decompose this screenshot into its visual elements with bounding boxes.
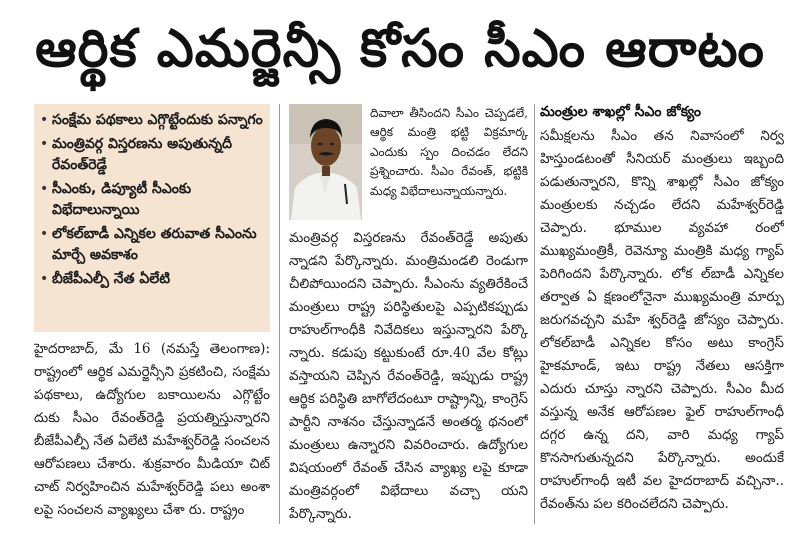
column-3-body: సమీక్షలను సీఎం తన నివాసంలో నిర్వ హిస్తుండటంతో సీనియర్ మంత్రులు ఇబ్బంది పడుతున్నారని, కొన్ని శాఖల్లో సీఎం జోక్యం మంత్రులకు నచ్చడం లేదని మహేశ్వర్‌రెడ్డి చెప్పారు. భూముల వ్యవహా రంలో ముఖ్యమంత్రికీ, రెవెన్యూ మంత్రికి మధ్య గ్యాప్ పెరిగిందని పేర్కొన్నారు. లోక ల్‌బాడీ ఎన్నికల తర్వాత ఏ క్షణంలోనైనా ముఖ్యమంత్రి మార్పు జరుగవచ్చని మహే శ్వర్‌రెడ్డి జోస్యం చెప్పారు. లోకల్‌బాడీ ఎన్నికల కోసం అటు కాంగ్రెస్ హైకమాండ్, ఇటు రాష్ట్ర నేతలు ఆసక్తిగా ఎదురు చూస్తు న్నారని చెప్పారు. సీఎం మీద వస్తున్న అనేక ఆరోపణల ఫైల్ రాహుల్‌గాంధీ దగ్గర ఉన్న దని, వారి మధ్య గ్యాప్ కొనసాగుతున్నదని పేర్కొన్నారు. అందుకే రాహుల్‌గాంధీ ఇటీ వల హైదరాబాద్ వచ్చినా.. రేవంత్‌ను పల కరించలేదని చెప్పారు. — [540, 128, 784, 512]
highlight-text: లోకల్‌బాడీ ఎన్నికల తరువాత సీఎంను మార్చే అవకాశం — [52, 226, 257, 263]
column-2-body: మంత్రివర్గ విస్తరణను రేవంత్‌రెడ్డే అపుతు న్నాడని పేర్కొన్నారు. మంత్రిమండలి రెండుగా చీలిపోయిందని చెప్పారు. సీఎంను వ్యతిరేకించే మంత్రులు రాష్ట్ర పరిస్థితులపై ఎప్పటికప్పుడు రాహుల్‌గాంధీకి నివేదికలు ఇస్తున్నారని పేర్కొ న్నారు. కడుపు కట్టుకుంటే రూ.40 వేల కోట్లు వస్తాయని చెప్పిన రేవంత్‌రెడ్డి, ఇప్పుడు రాష్ట్ర ఆర్థిక పరిస్థితి బాగోలేదంటూ రాష్ట్రాన్ని, కాంగ్రెస్ పార్టీని నాశనం చేస్తున్నాడనే అంతర్మ థనంలో మంత్రులు ఉన్నారని వివరించారు. ఉద్యోగుల విషయంలో రేవంత్ చేసిన వ్యాఖ్య లపై కూడా మంత్రివర్గంలో విభేదాలు వచ్చా యని పేర్కొన్నారు. — [289, 230, 528, 522]
column-1-body: హైదరాబాద్, మే 16 (నమస్తే తెలంగాణ): రాష్ట్రంలో ఆర్థిక ఎమర్జెన్సీని ప్రకటించి, సంక్షేమ పథకాలు, ఉద్యోగుల బకాయిలను ఎగ్గొట్టేం దుకు సీఎం రేవంత్‌రెడ్డి ప్రయత్నిస్తున్నారని బీజేపీఎల్పీ నేత ఏలేటి మహేశ్వర్‌రెడ్డి సంచలన ఆరోపణలు చేశారు. శుక్రవారం మీడియా చిట్ చాట్ నిర్వహించిన మహేశ్వర్‌రెడ్డి పలు అంశా లపై సంచలన వ్యాఖ్యలు చేశా రు. రాష్ట్రం — [34, 341, 270, 518]
highlights-box — [34, 104, 270, 332]
bullet-icon: • — [40, 271, 49, 287]
bullet-icon: • — [40, 136, 49, 152]
column-divider — [279, 104, 280, 524]
portrait-image — [289, 104, 362, 220]
politician-photo — [289, 104, 362, 220]
bullet-icon: • — [40, 112, 49, 128]
highlight-item — [40, 269, 264, 290]
bullet-icon: • — [40, 181, 49, 197]
column-2-top: దివాలా తీసిందని సీఎం చెప్పడలే, ఆర్థిక మంత్రి భట్టి విక్రమార్క ఎందుకు స్పం దించడం లేదని ప్రశ్నించారు. సీఎం రేవంత్, భట్టికి మధ్య విభేదాలున్నాయన్నారు. — [370, 106, 528, 198]
highlight-item — [40, 110, 264, 131]
highlight-text: బీజేపీఎల్పీ నేత ఏలేటి — [52, 271, 171, 287]
highlight-text: మంత్రివర్గ విస్తరణను అపుతున్నదీ రేవంత్‌రెడ్డే — [52, 136, 232, 173]
highlight-text: సీఎంకు, డిప్యూటీ సీఎంకు విభేదాలున్నాయి — [52, 181, 192, 218]
highlight-item — [40, 134, 264, 176]
section-subhead: మంత్రుల శాఖల్లో సీఎం జోక్యం — [540, 104, 701, 120]
bullet-icon: • — [40, 226, 49, 242]
highlight-item — [40, 224, 264, 266]
highlight-text: సంక్షేమ పథకాలు ఎగ్గొట్టేందుకు పన్నాగం — [52, 112, 263, 128]
highlight-item — [40, 179, 264, 221]
column-divider — [534, 104, 535, 524]
headline: ఆర్థిక ఎమర్జెన్సీ కోసం సీఎం ఆరాటం — [35, 19, 765, 79]
